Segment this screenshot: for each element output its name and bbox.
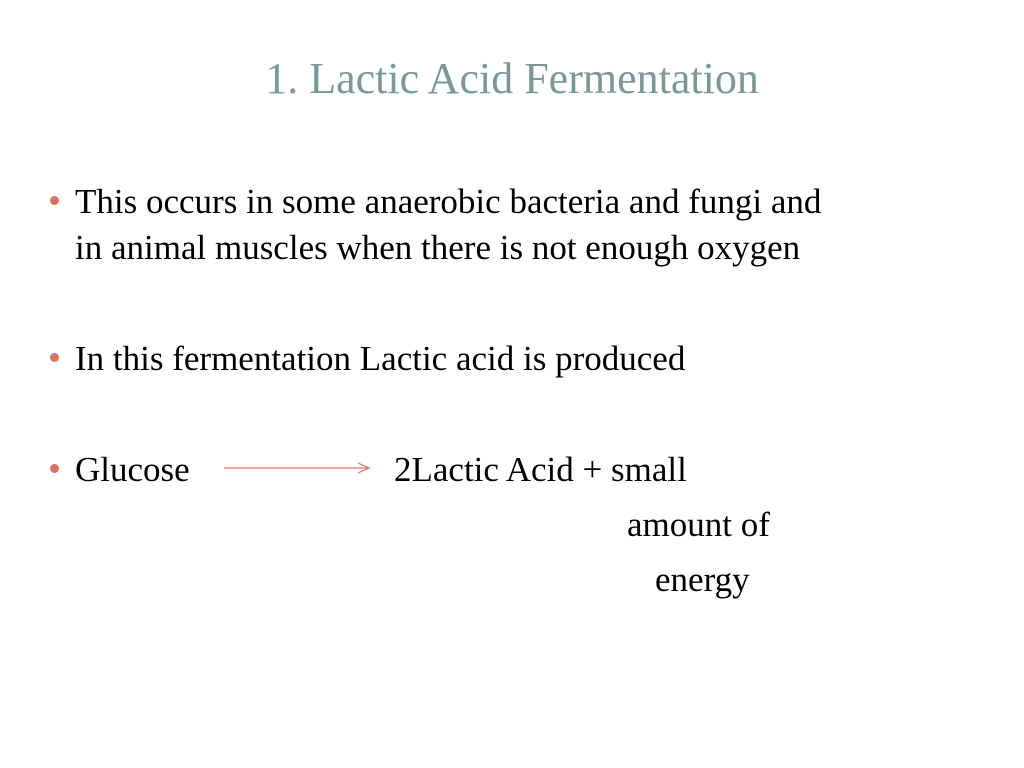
bullet-1-line-1: This occurs in some anaerobic bacteria and fungi and xyxy=(75,182,822,221)
equation-product: 2Lactic Acid + small xyxy=(394,450,687,489)
slide-title: 1. Lactic Acid Fermentation xyxy=(265,54,759,103)
equation-reactant: Glucose xyxy=(75,450,190,489)
equation-continuation-1: amount of xyxy=(627,505,770,544)
bullet-2-text: In this fermentation Lactic acid is produced xyxy=(75,339,686,378)
bullet-point-icon xyxy=(50,353,59,362)
bullet-1-line-2: in animal muscles when there is not enough oxygen xyxy=(75,228,801,267)
right-arrow-icon xyxy=(224,461,372,475)
equation-continuation-2: energy xyxy=(655,560,750,599)
bullet-point-icon xyxy=(50,196,59,205)
bullet-point-icon xyxy=(50,464,59,473)
